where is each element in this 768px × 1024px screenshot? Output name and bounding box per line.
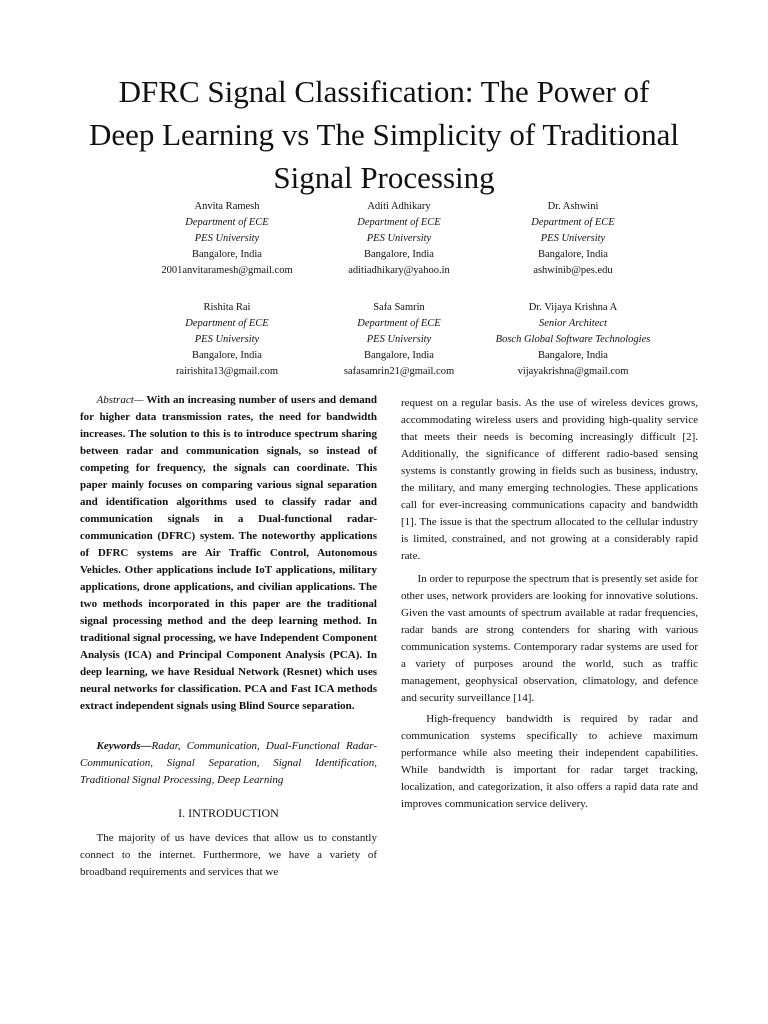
author-org: PES University [194,233,260,244]
keywords [80,738,377,789]
author-email[interactable]: rairishita13@gmail.com [175,366,279,377]
author-dept: Department of ECE [357,318,441,329]
title-line-1: DFRC Signal Classification: The Power of [118,74,650,109]
title-line-3: Signal Processing [273,160,495,195]
author-dept: Department of ECE [185,217,269,228]
keywords-text: Radar, Communication, Dual-Functional Radar-Communication, Signal Separation, Signal Identification, Traditional Signal Processing, Deep Learning [80,740,377,786]
author-block [304,199,494,279]
intro-paragraph-1: The majority of us have devices that allow us to constantly connect to the internet. Furthermore, we have a variety of broadband requirements and services that we [80,832,377,878]
author-dept: Senior Architect [539,318,607,329]
author-dept: Department of ECE [185,318,269,329]
section-heading: I. INTRODUCTION [178,806,279,820]
intro-paragraph-2: In order to repurpose the spectrum that is presently set aside for other uses, network providers are looking for innovative solutions. Given the vast amounts of spectrum available at radar frequencies, radar bands are strong contenders for sharing with various communication systems. Contemporary radar systems are used for a variety of purposes around the world, such as traffic management, geophysical observation, climatology, and defence and security surveillance [14]. [401,573,698,704]
author-name: Safa Samrin [373,302,425,313]
abstract [80,392,377,715]
intro-paragraph-3: High-frequency bandwidth is required by radar and communication systems specifically to achieve maximum performance while also meeting their independent capabilities. While bandwidth is important for radar target tracking, localization, and categorization, it also offers a rapid data rate and improves communication service delivery. [401,713,698,810]
author-org: PES University [540,233,606,244]
left-column [80,392,377,881]
author-city: Bangalore, India [192,350,262,361]
author-city: Bangalore, India [538,249,608,260]
paper-title [70,70,698,199]
author-email[interactable]: ashwinib@pes.edu [533,265,613,276]
author-email[interactable]: safasamrin21@gmail.com [343,366,455,377]
abstract-label: Abstract— [96,394,144,406]
author-block [132,300,322,380]
abstract-text: With an increasing number of users and demand for higher data transmission rates, the need for bandwidth increases. The solution to this is to introduce spectrum sharing between radar and communication signals, so instead of competing for frequency, the signals can coordinate. This paper mainly focuses on comparing various signal separation and identification algorithms used to classify radar and communication signals in a Dual-functional radar-communication (DFRC) system. The noteworthy applications of DFRC systems are Air Traffic Control, Autonomous Vehicles. Other applications include IoT applications, military applications, drone applications, and civilian applications. The two methods incorporated in this paper are the traditional signal processing method and the deep learning method. In traditional signal processing, we have Independent Component Analysis (ICA) and Principal Component Analysis (PCA). In deep learning, we have Residual Network (Resnet) which uses neural networks for classification. PCA and Fast ICA methods extract independent signals using Blind Source separation. [80,394,377,712]
author-email[interactable]: aditiadhikary@yahoo.in [348,265,450,276]
author-org: PES University [366,233,432,244]
author-block [478,300,668,380]
author-name: Dr. Vijaya Krishna A [528,302,618,313]
author-city: Bangalore, India [364,350,434,361]
author-name: Anvita Ramesh [194,201,260,212]
author-name: Aditi Adhikary [367,201,431,212]
author-org: PES University [366,334,432,345]
author-email[interactable]: vijayakrishna@gmail.com [517,366,629,377]
author-dept: Department of ECE [357,217,441,228]
author-city: Bangalore, India [192,249,262,260]
title-line-2: Deep Learning vs The Simplicity of Traditional [88,117,680,152]
author-block [132,199,322,279]
author-name: Dr. Ashwini [547,201,599,212]
right-column [401,395,698,813]
author-email[interactable]: 2001anvitaramesh@gmail.com [161,265,293,276]
keywords-label: Keywords— [96,740,152,752]
author-city: Bangalore, India [538,350,608,361]
author-block [304,300,494,380]
author-org: PES University [194,334,260,345]
intro-paragraph-1-continued: request on a regular basis. As the use of wireless devices grows, accommodating wireless users and providing high-quality service that meets their needs is becoming increasingly difficult [2]. Additionally, the significance of different radio-based sensing systems is constantly growing in fields such as business, industry, the military, and many emerging technologies. These applications call for ever-increasing communications capacity and bandwidth [1]. The issue is that the spectrum allocated to the cellular industry is limited, constrained, and not growing at a considerably rapid rate. [401,397,698,562]
author-block [478,199,668,279]
author-name: Rishita Rai [203,302,251,313]
author-dept: Department of ECE [531,217,615,228]
author-city: Bangalore, India [364,249,434,260]
author-org: Bosch Global Software Technologies [495,334,651,345]
